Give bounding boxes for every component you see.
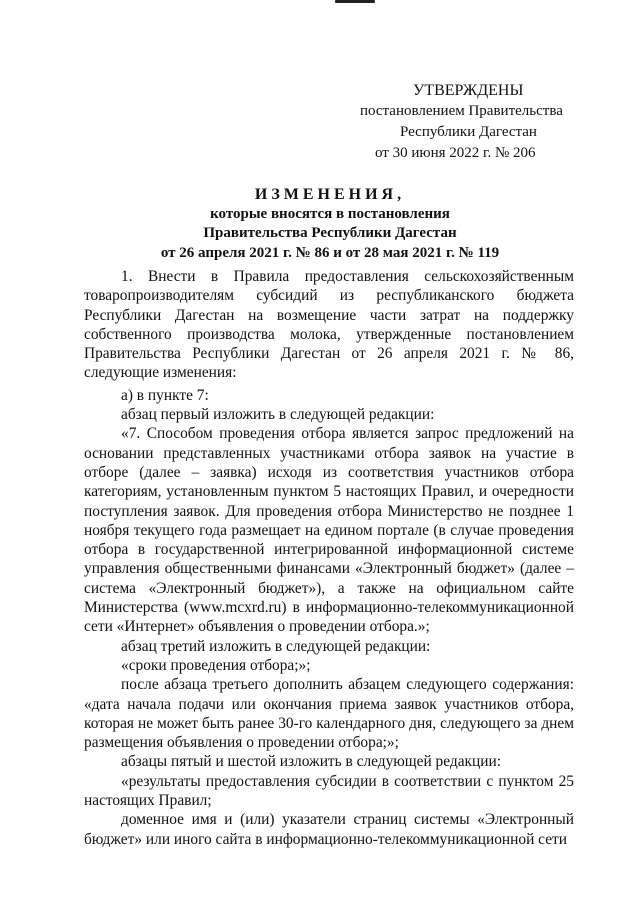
document-body <box>84 267 574 849</box>
paragraph: доменное имя и (или) указатели страниц системы «Электронный бюджет» или иного сайта в информационно-телекоммуникационной сети <box>84 811 574 848</box>
title-main: ИЗМЕНЕНИЯ, <box>254 186 406 203</box>
approval-heading: УТВЕРЖДЕНЫ <box>413 82 524 99</box>
approval-stamp <box>350 80 590 164</box>
approval-line: Республики Дагестан <box>400 124 537 140</box>
paragraph: абзац третий изложить в следующей редакции: <box>121 637 431 655</box>
paragraph: «7. Способом проведения отбора является запрос предложений на основании представленных участниками отбора заявок на участие в отборе (далее – заявка) исходя из соответствия участников отбора категориям, установленным пунктом 5 настоящих Правил, и очередности поступления заявок. Для проведения отбора Министерство не позднее 1 ноября текущего года размещает на едином портале (в случае проведения отбора в государственной интегрированной информационной системе управления общественными финансами «Электронный бюджет» (далее – система «Электронный бюджет»), а также на официальном сайте Министерства (www.mcxrd.ru) в информационно-телекоммуникационной сети «Интернет» объявления о проведении отбора.»; <box>84 425 574 636</box>
scan-mark <box>335 0 375 3</box>
title-line: Правительства Республики Дагестан <box>203 225 457 241</box>
approval-line: от 30 июня 2022 г. № 206 <box>375 145 536 161</box>
paragraph: а) в пункте 7: <box>121 386 209 404</box>
paragraph: абзац первый изложить в следующей редакции: <box>121 406 435 424</box>
paragraph: «сроки проведения отбора;»; <box>121 656 311 674</box>
title-line: которые вносятся в постановления <box>210 205 450 222</box>
paragraph: «результаты предоставления субсидии в соответствии с пунктом 25 настоящих Правил; <box>84 772 574 810</box>
paragraph: после абзаца третьего дополнить абзацем следующего содержания: «дата начала подачи или окончания приема заявок участников отбора, которая не может быть ранее 30-го календарного дня, следующего за днем размещения объявления о проведении отбора;»; <box>84 676 574 752</box>
paragraph: абзацы пятый и шестой изложить в следующей редакции: <box>121 753 502 771</box>
paragraph: 1. Внести в Правила предоставления сельскохозяйственным товаропроизводителям субсидий из республиканского бюджета Республики Дагестан на возмещение части затрат на поддержку собственного производства молока, утвержденные постановлением Правительства Республики Дагестан от 26 апреля 2021 г. № 86, следующие изменения: <box>84 268 574 382</box>
approval-line: постановлением Правительства <box>360 103 563 119</box>
document-title <box>80 185 580 263</box>
title-line: от 26 апреля 2021 г. № 86 и от 28 мая 2021 г. № 119 <box>160 244 500 261</box>
